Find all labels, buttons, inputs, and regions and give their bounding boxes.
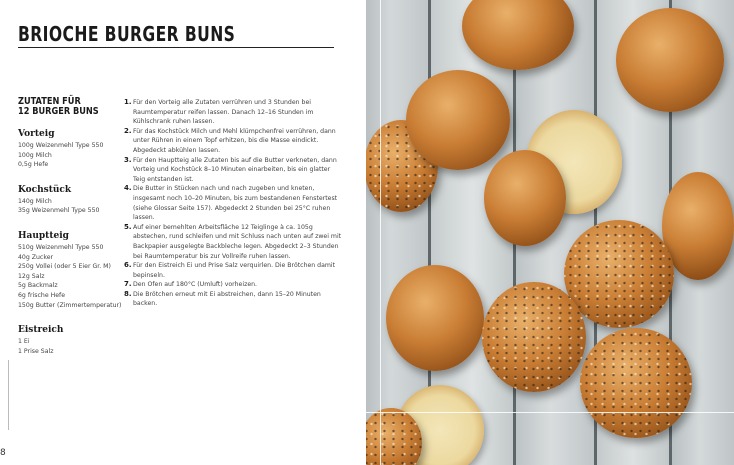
margin-marker xyxy=(8,360,9,430)
ingredient-item: 1 Ei xyxy=(18,338,30,346)
instruction-steps xyxy=(124,98,342,309)
frame-line xyxy=(380,0,381,465)
step-number: 1. xyxy=(124,98,132,106)
ingredients-panel xyxy=(18,96,122,356)
step-5 xyxy=(124,223,342,261)
step-number: 8. xyxy=(124,289,132,298)
ingredient-group-title: Eistreich xyxy=(18,325,64,336)
frame-line xyxy=(366,412,734,413)
ingredients-heading-line1: ZUTATEN FÜR xyxy=(18,96,81,107)
ingredient-item: 100g Weizenmehl Type 550 xyxy=(18,142,104,149)
ingredient-item: 1 Prise Salz xyxy=(18,347,54,355)
ingredient-item: 150g Butter (Zimmertemperatur) xyxy=(18,301,122,309)
step-4 xyxy=(124,184,342,222)
seeded-bun xyxy=(580,328,692,438)
bun xyxy=(406,70,510,170)
step-number: 5. xyxy=(124,222,132,231)
step-number: 4. xyxy=(124,184,132,193)
step-text: Die Butter in Stücken nach und nach zugeben und kneten, insgesamt noch 10–20 Minuten, bis zum bestandenen Fenstertest (siehe Glossar Seite 157). Abgedeckt 2 Stunden bei 25°C ruhen lassen. xyxy=(133,185,338,222)
step-2 xyxy=(124,127,342,156)
step-number: 2. xyxy=(124,126,132,135)
recipe-title: BRIOCHE BURGER BUNS xyxy=(18,22,236,46)
bun xyxy=(616,8,724,112)
ingredient-group-title: Kochstück xyxy=(18,184,72,195)
step-text: Für das Kochstück Milch und Mehl klümpchenfrei verrühren, dann unter Rühren in einem Topf erhitzen, bis die Masse eindickt. Abgedeckt abkühlen lassen. xyxy=(133,127,336,154)
seeded-bun xyxy=(482,282,586,392)
recipe-page xyxy=(0,0,366,465)
ingredient-item: 35g Weizenmehl Type 550 xyxy=(18,207,100,215)
ingredients-heading-line2: 12 BURGER BUNS xyxy=(18,106,99,117)
step-text: Für den Vorteig alle Zutaten verrühren und 3 Stunden bei Raumtemperatur reifen lassen. Danach 12–16 Stunden im Kühlschrank ruhen lassen. xyxy=(133,99,314,126)
ingredient-item: 510g Weizenmehl Type 550 xyxy=(18,243,104,251)
step-1 xyxy=(124,98,342,127)
ingredient-group-title: Hauptteig xyxy=(18,230,69,241)
ingredient-group-kochstueck xyxy=(18,185,118,216)
ingredient-item: 40g Zucker xyxy=(18,253,54,261)
burger-buns-photo xyxy=(366,0,734,465)
step-text: Für den Hauptteig alle Zutaten bis auf die Butter verkneten, dann Vorteig und Kochstück 8–10 Minuten einarbeiten, bis ein glatter Teig entstanden ist. xyxy=(133,156,337,183)
page-number: 8 xyxy=(0,448,6,458)
step-number: 7. xyxy=(124,280,132,289)
step-3 xyxy=(124,156,342,185)
step-text: Den Ofen auf 180°C (Umluft) vorheizen. xyxy=(133,281,258,289)
bun xyxy=(484,150,566,246)
ingredient-group-eistreich xyxy=(18,325,118,356)
bun xyxy=(386,265,484,371)
ingredient-item: 0,5g Hefe xyxy=(18,161,49,169)
step-text: Die Brötchen erneut mit Ei abstreichen, dann 15–20 Minuten backen. xyxy=(133,290,321,308)
step-8 xyxy=(124,290,342,309)
step-number: 3. xyxy=(124,155,132,164)
step-7 xyxy=(124,280,342,290)
ingredient-item: 140g Milch xyxy=(18,197,52,205)
ingredient-item: 12g Salz xyxy=(18,272,45,280)
step-number: 6. xyxy=(124,261,132,270)
step-6 xyxy=(124,261,342,280)
ingredient-group-title: Vorteig xyxy=(18,129,55,139)
ingredient-item: 5g Backmalz xyxy=(18,282,58,290)
step-text: Auf einer bemehlten Arbeitsfläche 12 Teiglinge à ca. 105g abstechen, rund schleifen und mit Schluss nach unten auf zwei mit Backpapier ausgelegte Backbleche legen. Abgedeckt 2–3 Stunden bei Raumtemperatur bis zur Vollreife ruhen lassen. xyxy=(133,223,342,260)
ingredient-group-hauptteig xyxy=(18,230,122,310)
ingredient-item: 6g frische Hefe xyxy=(18,291,66,299)
ingredient-item: 250g Vollei (oder 5 Eier Gr. M) xyxy=(18,263,111,271)
ingredient-group-vorteig xyxy=(18,129,118,170)
title-divider xyxy=(18,47,334,48)
ingredient-item: 100g Milch xyxy=(18,151,52,159)
step-text: Für den Eistreich Ei und Prise Salz verquirlen. Die Brötchen damit bepinseln. xyxy=(133,262,336,279)
